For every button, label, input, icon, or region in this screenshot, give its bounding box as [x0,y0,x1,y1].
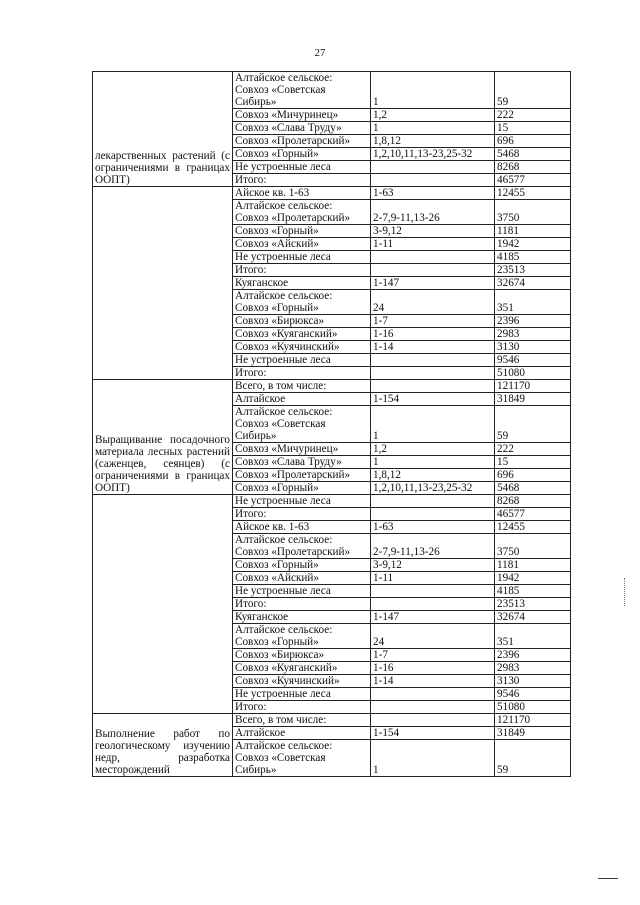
area-cell: 1181 [495,559,571,572]
quarters-cell: 1,2 [371,443,495,456]
forestry-cell: Совхоз «Слава Труду» [233,122,371,135]
area-cell: 8268 [495,495,571,508]
table-body [93,72,571,777]
quarters-cell: 1-63 [371,521,495,534]
area-cell: 32674 [495,277,571,290]
forestry-cell: Совхоз «Горный» [233,148,371,161]
area-cell: 696 [495,469,571,482]
quarters-cell [371,495,495,508]
forestry-cell: Не устроенные леса [233,251,371,264]
forestry-cell: Итого: [233,264,371,277]
quarters-cell: 24 [371,624,495,649]
area-cell: 51080 [495,701,571,714]
quarters-cell: 1,8,12 [371,135,495,148]
quarters-cell [371,598,495,611]
activity-cell [93,187,233,380]
forestry-cell: Совхоз «Куяганский» [233,662,371,675]
area-cell: 15 [495,122,571,135]
area-cell: 4185 [495,251,571,264]
quarters-cell: 1-11 [371,572,495,585]
table-row [93,495,571,508]
quarters-cell: 1-16 [371,328,495,341]
quarters-cell: 24 [371,290,495,315]
area-cell: 59 [495,740,571,777]
quarters-cell [371,367,495,380]
area-cell: 222 [495,109,571,122]
forestry-cell: Совхоз «Мичуринец» [233,443,371,456]
footer-dash [598,878,618,879]
area-cell: 696 [495,135,571,148]
activity-cell: лекарственных растений (с ограничениями в границах ООПТ) [93,72,233,187]
quarters-cell: 3-9,12 [371,225,495,238]
forestry-cell: Совхоз «Пролетарский» [233,135,371,148]
area-cell: 2983 [495,328,571,341]
forestry-cell: Не устроенные леса [233,688,371,701]
table-row [93,714,571,727]
activity-cell: Выращивание посадочного материала лесных растений (саженцев, сеянцев) (с ограничениями в границах ООПТ) [93,380,233,495]
forestry-cell: Алтайское сельское: Совхоз «Советская Сибирь» [233,406,371,443]
area-cell: 1942 [495,572,571,585]
forestry-cell: Совхоз «Пролетарский» [233,469,371,482]
quarters-cell [371,251,495,264]
area-cell: 9546 [495,688,571,701]
quarters-cell [371,174,495,187]
area-cell: 1942 [495,238,571,251]
forestry-cell: Не устроенные леса [233,585,371,598]
area-cell: 351 [495,290,571,315]
area-cell: 51080 [495,367,571,380]
area-cell: 23513 [495,598,571,611]
area-cell: 46577 [495,174,571,187]
area-cell: 222 [495,443,571,456]
quarters-cell: 1 [371,122,495,135]
area-cell: 5468 [495,148,571,161]
quarters-cell: 3-9,12 [371,559,495,572]
quarters-cell: 1-7 [371,649,495,662]
forestry-cell: Алтайское сельское: Совхоз «Пролетарский» [233,200,371,225]
area-cell: 8268 [495,161,571,174]
forestry-cell: Совхоз «Куячинский» [233,341,371,354]
area-cell: 31849 [495,727,571,740]
activity-cell: Выполнение работ по геологическому изучению недр, разработка месторождений [93,714,233,777]
area-cell: 31849 [495,393,571,406]
quarters-cell: 1-16 [371,662,495,675]
forestry-cell: Совхоз «Бирюкса» [233,649,371,662]
area-cell: 3750 [495,534,571,559]
forestry-cell: Совхоз «Бирюкса» [233,315,371,328]
forestry-cell: Совхоз «Горный» [233,559,371,572]
area-cell: 121170 [495,714,571,727]
forestry-cell: Куяганское [233,277,371,290]
margin-mark [624,578,627,606]
forestry-cell: Не устроенные леса [233,161,371,174]
area-cell: 2396 [495,315,571,328]
area-cell: 59 [495,72,571,109]
forestry-cell: Всего, в том числе: [233,380,371,393]
forestry-cell: Совхоз «Куяганский» [233,328,371,341]
quarters-cell: 2-7,9-11,13-26 [371,534,495,559]
quarters-cell [371,264,495,277]
table-row [93,380,571,393]
area-cell: 59 [495,406,571,443]
forestry-cell: Алтайское сельское: Совхоз «Горный» [233,290,371,315]
area-cell: 5468 [495,482,571,495]
quarters-cell: 1-154 [371,727,495,740]
page-number: 27 [314,47,326,59]
area-cell: 9546 [495,354,571,367]
quarters-cell: 1-147 [371,611,495,624]
forestry-cell: Айское кв. 1-63 [233,521,371,534]
quarters-cell [371,508,495,521]
quarters-cell: 1 [371,740,495,777]
quarters-cell: 2-7,9-11,13-26 [371,200,495,225]
forestry-cell: Айское кв. 1-63 [233,187,371,200]
area-cell: 2396 [495,649,571,662]
quarters-cell: 1,8,12 [371,469,495,482]
forestry-cell: Совхоз «Айский» [233,572,371,585]
forest-districts-table [92,71,571,777]
quarters-cell: 1 [371,456,495,469]
quarters-cell: 1-14 [371,675,495,688]
forestry-cell: Совхоз «Айский» [233,238,371,251]
quarters-cell: 1,2 [371,109,495,122]
forestry-cell: Итого: [233,508,371,521]
forestry-cell: Алтайское сельское: Совхоз «Пролетарский» [233,534,371,559]
forestry-cell: Совхоз «Слава Труду» [233,456,371,469]
area-cell: 23513 [495,264,571,277]
quarters-cell: 1-147 [371,277,495,290]
forestry-cell: Совхоз «Горный» [233,225,371,238]
forestry-cell: Совхоз «Куячинский» [233,675,371,688]
activity-cell [93,495,233,714]
area-cell: 121170 [495,380,571,393]
quarters-cell [371,701,495,714]
table-row [93,72,571,109]
quarters-cell: 1,2,10,11,13-23,25-32 [371,148,495,161]
quarters-cell: 1-63 [371,187,495,200]
forestry-cell: Итого: [233,598,371,611]
forestry-cell: Куяганское [233,611,371,624]
quarters-cell: 1-7 [371,315,495,328]
forestry-cell: Алтайское [233,727,371,740]
area-cell: 3130 [495,341,571,354]
area-cell: 4185 [495,585,571,598]
quarters-cell: 1-14 [371,341,495,354]
quarters-cell [371,585,495,598]
area-cell: 3130 [495,675,571,688]
quarters-cell [371,688,495,701]
forestry-cell: Совхоз «Горный» [233,482,371,495]
area-cell: 12455 [495,187,571,200]
forestry-cell: Итого: [233,701,371,714]
quarters-cell: 1,2,10,11,13-23,25-32 [371,482,495,495]
area-cell: 46577 [495,508,571,521]
area-cell: 15 [495,456,571,469]
area-cell: 32674 [495,611,571,624]
quarters-cell [371,714,495,727]
forestry-cell: Алтайское [233,393,371,406]
area-cell: 351 [495,624,571,649]
table-row [93,187,571,200]
area-cell: 3750 [495,200,571,225]
quarters-cell: 1-11 [371,238,495,251]
area-cell: 12455 [495,521,571,534]
forestry-cell: Алтайское сельское: Совхоз «Советская Сибирь» [233,740,371,777]
forestry-cell: Итого: [233,174,371,187]
forestry-cell: Совхоз «Мичуринец» [233,109,371,122]
quarters-cell: 1-154 [371,393,495,406]
area-cell: 2983 [495,662,571,675]
forestry-cell: Алтайское сельское: Совхоз «Советская Сибирь» [233,72,371,109]
quarters-cell [371,354,495,367]
forestry-cell: Не устроенные леса [233,495,371,508]
forestry-cell: Не устроенные леса [233,354,371,367]
forestry-cell: Всего, в том числе: [233,714,371,727]
forestry-cell: Алтайское сельское: Совхоз «Горный» [233,624,371,649]
forestry-cell: Итого: [233,367,371,380]
quarters-cell: 1 [371,72,495,109]
quarters-cell [371,380,495,393]
quarters-cell [371,161,495,174]
area-cell: 1181 [495,225,571,238]
quarters-cell: 1 [371,406,495,443]
